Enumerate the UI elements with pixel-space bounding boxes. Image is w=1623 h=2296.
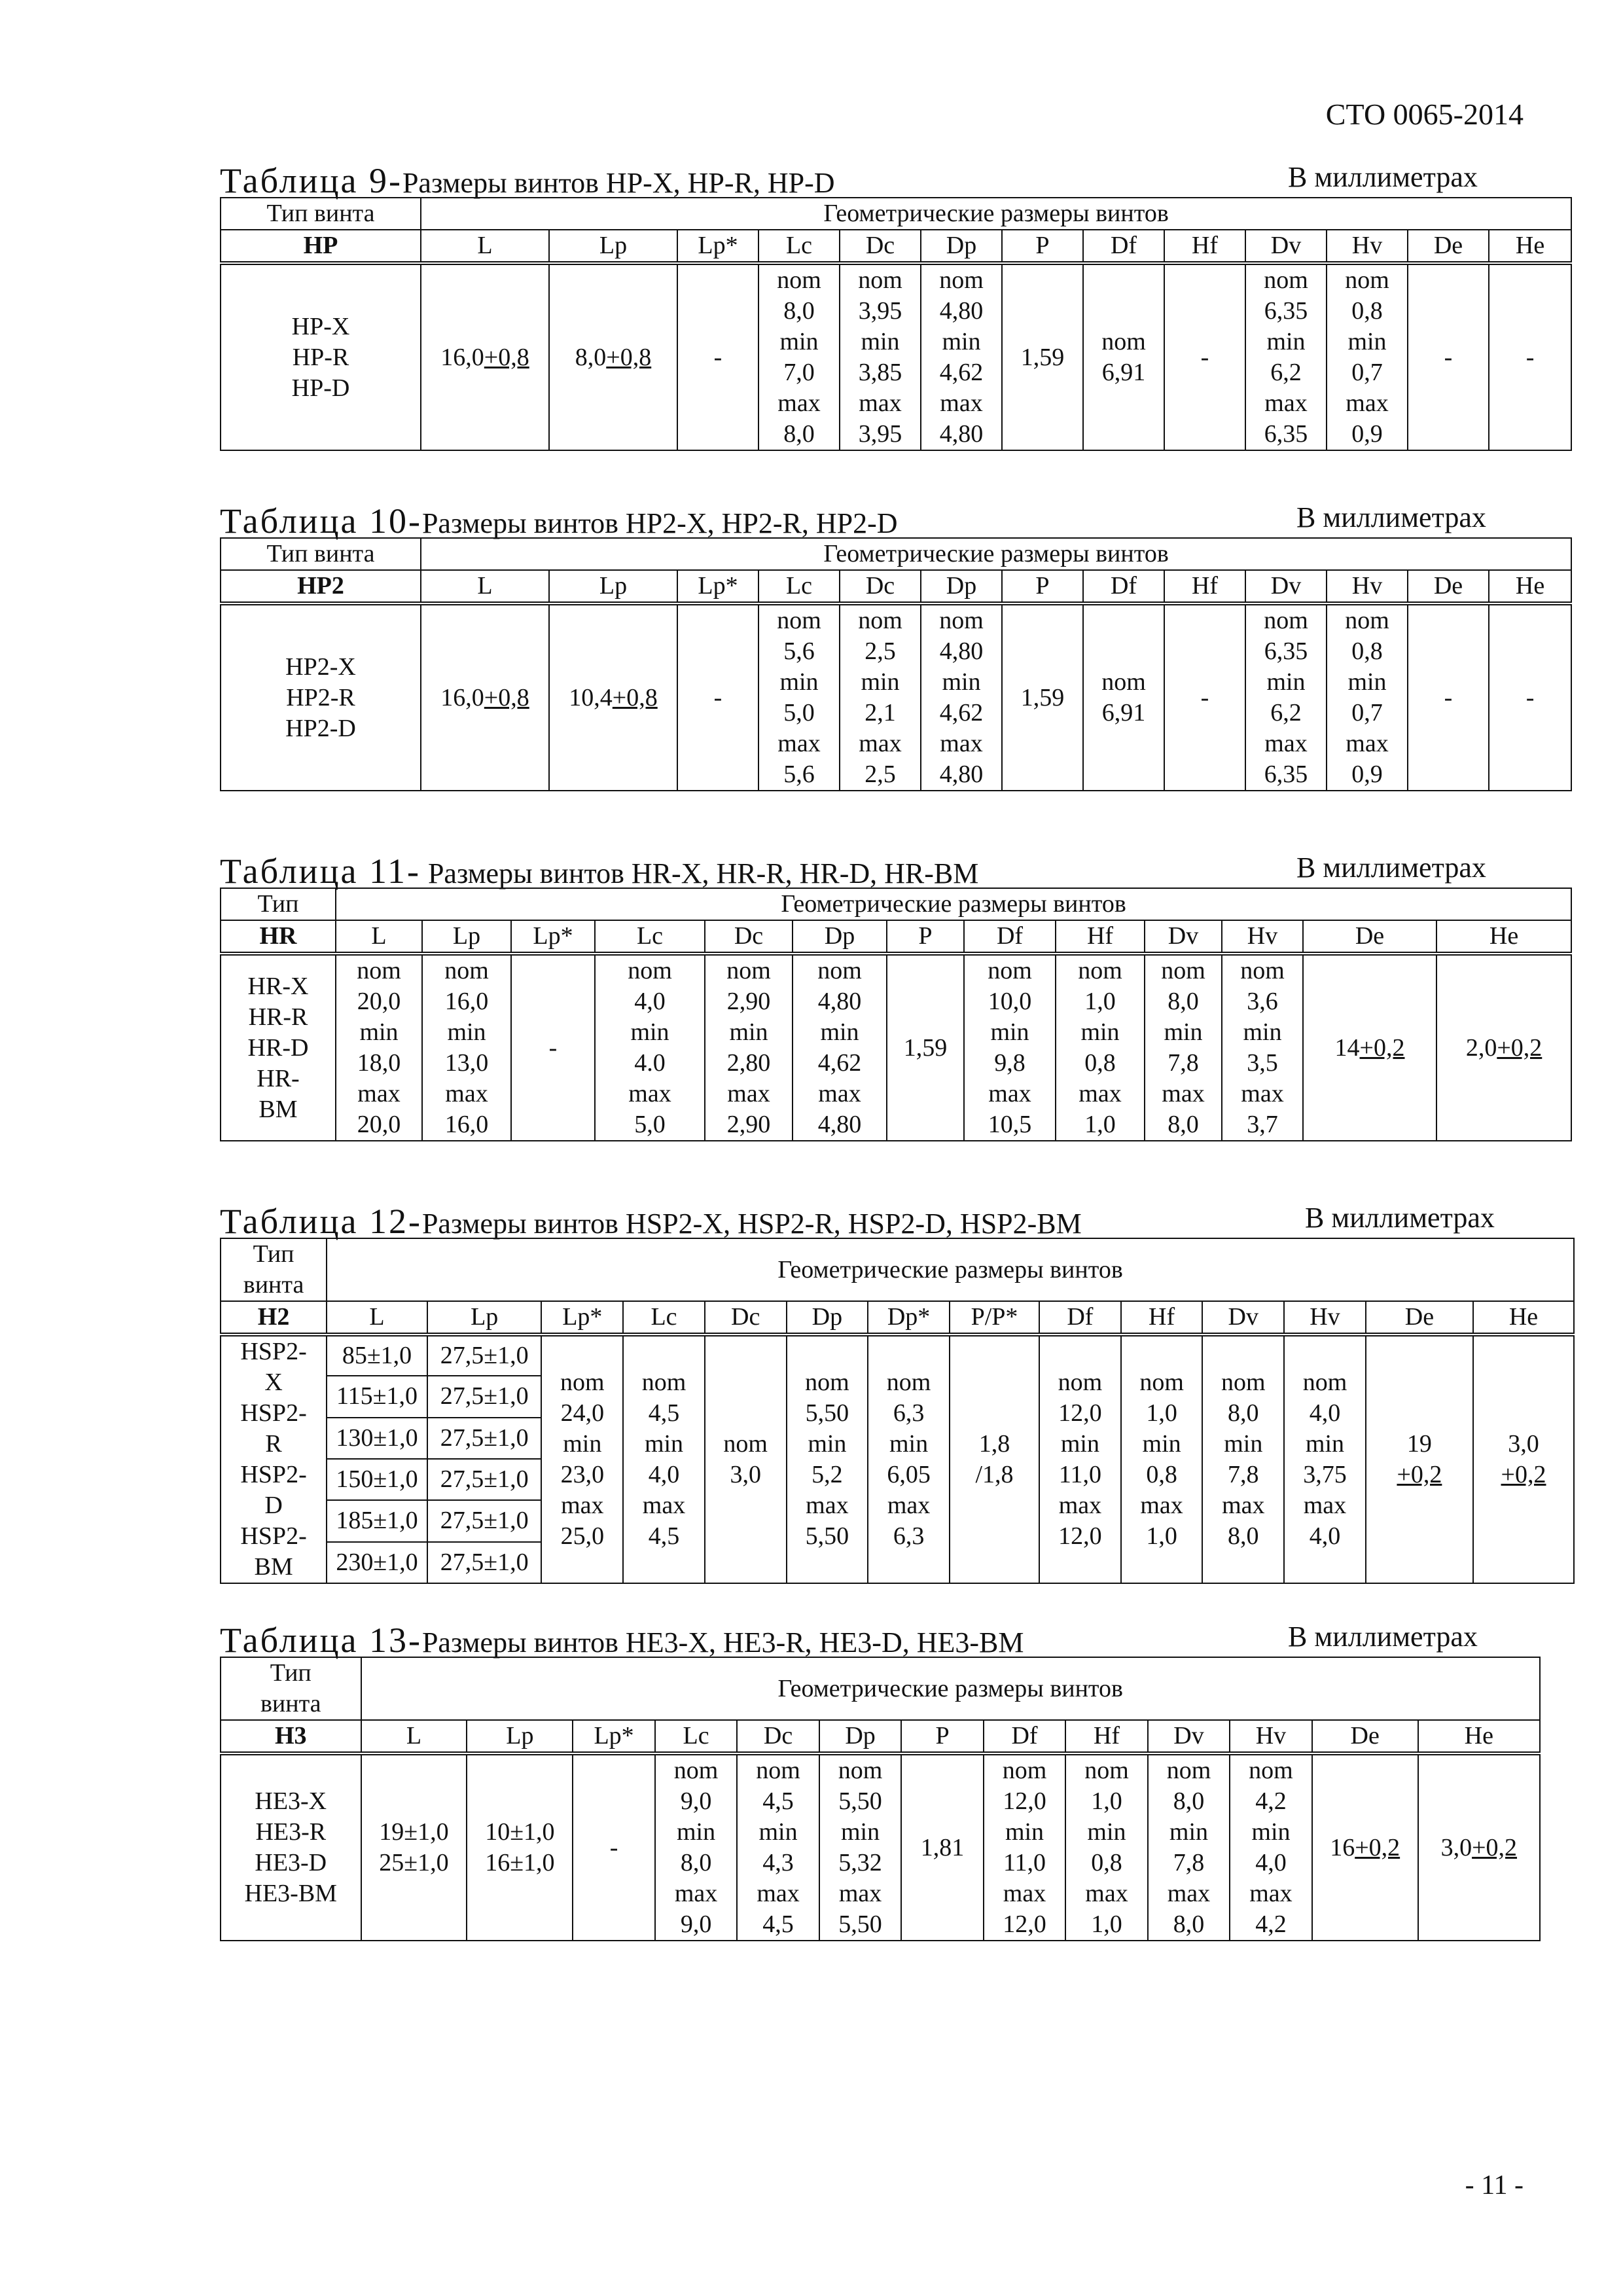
Lc-cell: nom 5,6 min 5,0 max 5,6 (758, 603, 840, 791)
col-He: He (1489, 570, 1571, 603)
table-11 (220, 888, 1572, 1141)
col-Lp: Lp (549, 570, 677, 603)
col-Hf: Hf (1121, 1301, 1203, 1335)
Hf-cell: - (1164, 263, 1245, 450)
De-cell: 16+0,2 (1312, 1753, 1418, 1941)
col-Dp-star: Dp* (868, 1301, 950, 1335)
col-Lp-star: Lp* (677, 570, 758, 603)
table-label: Таблица 9- (220, 161, 402, 200)
Df-cell: nom 6,91 (1083, 603, 1164, 791)
table-row (221, 954, 1571, 1141)
P-cell: 1,81 (901, 1753, 983, 1941)
table-10-section (220, 501, 1572, 791)
L-cell: 185±1,0 (327, 1500, 427, 1541)
He-cell: 2,0+0,2 (1436, 954, 1571, 1141)
De-cell: 19 +0,2 (1366, 1335, 1473, 1583)
Lp-cell: 27,5±1,0 (427, 1418, 542, 1459)
Dp-cell: nom 4,80 min 4,62 max 4,80 (921, 603, 1002, 791)
Df-cell: nom 6,91 (1083, 263, 1164, 450)
table-9-section (220, 160, 1572, 451)
Dc-cell: nom 2,90 min 2,80 max 2,90 (705, 954, 793, 1141)
type-cell: HP2-X HP2-R HP2-D (221, 603, 421, 791)
col-Dc: Dc (840, 230, 921, 263)
col-P: P (901, 1720, 983, 1753)
table-row (221, 603, 1571, 791)
Dv-cell: nom 8,0 min 7,8 max 8,0 (1148, 1753, 1230, 1941)
col-Df: Df (964, 920, 1056, 954)
col-Lc: Lc (595, 920, 705, 954)
geometry-header: Геометрические размеры винтов (327, 1238, 1574, 1301)
col-Hf: Hf (1164, 230, 1245, 263)
table-10-caption (220, 501, 1572, 541)
P-P-star-cell: 1,8 /1,8 (950, 1335, 1039, 1583)
Dc-cell: nom 3,0 (705, 1335, 787, 1583)
table-9 (220, 197, 1572, 451)
Hv-cell: nom 4,2 min 4,0 max 4,2 (1230, 1753, 1311, 1941)
series-label: H3 (221, 1720, 361, 1753)
col-Dv: Dv (1245, 230, 1327, 263)
Lc-cell: nom 4,0 min 4.0 max 5,0 (595, 954, 705, 1141)
table-13-caption (220, 1620, 1541, 1660)
table-title: Размеры винтов HR-X, HR-R, HR-D, HR-BM (420, 857, 979, 889)
col-He: He (1418, 1720, 1540, 1753)
Lp-cell: 27,5±1,0 (427, 1376, 542, 1417)
Lc-cell: nom 8,0 min 7,0 max 8,0 (758, 263, 840, 450)
Lp-cell: 10±1,0 16±1,0 (467, 1753, 573, 1941)
units-note: В миллиметрах (1296, 501, 1486, 533)
table-row (221, 1335, 1574, 1376)
table-label: Таблица 13- (220, 1621, 422, 1660)
table-title: Размеры винтов HSP2-X, HSP2-R, HSP2-D, HSP2-BM (421, 1208, 1082, 1240)
units-note: В миллиметрах (1288, 161, 1478, 193)
col-He: He (1436, 920, 1571, 954)
col-Dp: Dp (793, 920, 887, 954)
type-header: Тип винта (221, 198, 421, 230)
L-cell: 85±1,0 (327, 1335, 427, 1376)
page-number: - 11 - (1465, 2170, 1524, 2200)
col-De: De (1312, 1720, 1418, 1753)
P-cell: 1,59 (1002, 263, 1083, 450)
L-cell: nom 20,0 min 18,0 max 20,0 (336, 954, 422, 1141)
col-Lp-star: Lp* (511, 920, 595, 954)
De-cell: - (1408, 263, 1489, 450)
P-cell: 1,59 (1002, 603, 1083, 791)
col-Df: Df (984, 1720, 1065, 1753)
col-Dp: Dp (819, 1720, 901, 1753)
col-L: L (327, 1301, 427, 1335)
col-L: L (421, 570, 549, 603)
He-cell: - (1489, 263, 1571, 450)
table-12 (220, 1238, 1575, 1584)
table-12-caption (220, 1201, 1575, 1241)
series-label: HP2 (221, 570, 421, 603)
Hf-cell: - (1164, 603, 1245, 791)
Lp-star-cell: - (677, 603, 758, 791)
Dv-cell: nom 8,0 min 7,8 max 8,0 (1145, 954, 1222, 1141)
Lp-star-cell: - (677, 263, 758, 450)
units-note: В миллиметрах (1288, 1621, 1478, 1653)
col-Dv: Dv (1148, 1720, 1230, 1753)
Lp-cell: nom 16,0 min 13,0 max 16,0 (422, 954, 511, 1141)
units-note: В миллиметрах (1296, 852, 1486, 884)
col-P-P-star: P/P* (950, 1301, 1039, 1335)
Lp-star-cell: - (511, 954, 595, 1141)
Lp-star-cell: - (573, 1753, 654, 1941)
table-label: Таблица 11- (220, 852, 421, 891)
col-He: He (1473, 1301, 1574, 1335)
col-P: P (1002, 230, 1083, 263)
document-code: СТО 0065-2014 (1325, 98, 1524, 131)
Lp-cell: 27,5±1,0 (427, 1459, 542, 1500)
series-label: HP (221, 230, 421, 263)
Lc-cell: nom 4,5 min 4,0 max 4,5 (623, 1335, 705, 1583)
geometry-header: Геометрические размеры винтов (336, 888, 1571, 920)
col-Lc: Lc (623, 1301, 705, 1335)
col-Hv: Hv (1327, 570, 1408, 603)
table-12-section (220, 1201, 1575, 1584)
type-header: Тип винта (221, 1657, 361, 1720)
Dp-star-cell: nom 6,3 min 6,05 max 6,3 (868, 1335, 950, 1583)
col-Dp: Dp (921, 230, 1002, 263)
table-title: Размеры винтов HP-X, HP-R, HP-D (402, 167, 835, 199)
col-Df: Df (1083, 570, 1164, 603)
col-Lp: Lp (549, 230, 677, 263)
col-Dp: Dp (921, 570, 1002, 603)
L-cell: 230±1,0 (327, 1542, 427, 1583)
col-Lc: Lc (758, 230, 840, 263)
Hf-cell: nom 1,0 min 0,8 max 1,0 (1121, 1335, 1203, 1583)
col-Dc: Dc (737, 1720, 819, 1753)
table-9-caption (220, 160, 1572, 200)
type-cell: HP-X HP-R HP-D (221, 263, 421, 450)
units-note: В миллиметрах (1305, 1202, 1495, 1234)
col-He: He (1489, 230, 1571, 263)
col-Lc: Lc (758, 570, 840, 603)
Dc-cell: nom 2,5 min 2,1 max 2,5 (840, 603, 921, 791)
type-cell: HSP2- X HSP2- R HSP2- D HSP2- BM (221, 1335, 327, 1583)
type-header: Тип (221, 888, 336, 920)
He-cell: - (1489, 603, 1571, 791)
L-cell: 16,0+0,8 (421, 603, 549, 791)
col-De: De (1366, 1301, 1473, 1335)
col-Dv: Dv (1202, 1301, 1284, 1335)
col-Hf: Hf (1065, 1720, 1147, 1753)
geometry-header: Геометрические размеры винтов (361, 1657, 1540, 1720)
Hv-cell: nom 3,6 min 3,5 max 3,7 (1222, 954, 1303, 1141)
Dc-cell: nom 4,5 min 4,3 max 4,5 (737, 1753, 819, 1941)
table-row (221, 263, 1571, 450)
col-P: P (1002, 570, 1083, 603)
Hv-cell: nom 0,8 min 0,7 max 0,9 (1327, 263, 1408, 450)
table-title: Размеры винтов HP2-X, HP2-R, HP2-D (421, 507, 898, 539)
Hf-cell: nom 1,0 min 0,8 max 1,0 (1056, 954, 1145, 1141)
col-Df: Df (1083, 230, 1164, 263)
col-L: L (336, 920, 422, 954)
col-Df: Df (1039, 1301, 1121, 1335)
col-Lp-star: Lp* (573, 1720, 654, 1753)
Df-cell: nom 12,0 min 11,0 max 12,0 (984, 1753, 1065, 1941)
Dp-cell: nom 4,80 min 4,62 max 4,80 (921, 263, 1002, 450)
col-Hf: Hf (1164, 570, 1245, 603)
geometry-header: Геометрические размеры винтов (421, 538, 1571, 570)
col-Hf: Hf (1056, 920, 1145, 954)
type-header: Тип винта (221, 538, 421, 570)
Dp-cell: nom 5,50 min 5,2 max 5,50 (787, 1335, 868, 1583)
Dv-cell: nom 6,35 min 6,2 max 6,35 (1245, 603, 1327, 791)
col-Lp-star: Lp* (677, 230, 758, 263)
col-Hv: Hv (1327, 230, 1408, 263)
col-Dc: Dc (840, 570, 921, 603)
Hf-cell: nom 1,0 min 0,8 max 1,0 (1065, 1753, 1147, 1941)
Dc-cell: nom 3,95 min 3,85 max 3,95 (840, 263, 921, 450)
Lp-cell: 27,5±1,0 (427, 1542, 542, 1583)
Hv-cell: nom 4,0 min 3,75 max 4,0 (1284, 1335, 1366, 1583)
col-L: L (421, 230, 549, 263)
Dv-cell: nom 6,35 min 6,2 max 6,35 (1245, 263, 1327, 450)
type-header: Тип винта (221, 1238, 327, 1301)
Lp-cell: 27,5±1,0 (427, 1335, 542, 1376)
Dp-cell: nom 5,50 min 5,32 max 5,50 (819, 1753, 901, 1941)
table-label: Таблица 10- (220, 501, 422, 541)
table-10 (220, 537, 1572, 791)
col-De: De (1408, 230, 1489, 263)
L-cell: 150±1,0 (327, 1459, 427, 1500)
table-title: Размеры винтов HE3-X, HE3-R, HE3-D, HE3-BM (421, 1626, 1024, 1659)
col-De: De (1408, 570, 1489, 603)
Lp-star-cell: nom 24,0 min 23,0 max 25,0 (541, 1335, 623, 1583)
L-cell: 16,0+0,8 (421, 263, 549, 450)
Dv-cell: nom 8,0 min 7,8 max 8,0 (1202, 1335, 1284, 1583)
table-label: Таблица 12- (220, 1202, 422, 1241)
col-L: L (361, 1720, 467, 1753)
He-cell: 3,0+0,2 (1418, 1753, 1540, 1941)
geometry-header: Геометрические размеры винтов (421, 198, 1571, 230)
series-label: H2 (221, 1301, 327, 1335)
col-Dc: Dc (705, 1301, 787, 1335)
Dp-cell: nom 4,80 min 4,62 max 4,80 (793, 954, 887, 1141)
table-13 (220, 1657, 1541, 1941)
series-label: HR (221, 920, 336, 954)
col-Hv: Hv (1284, 1301, 1366, 1335)
col-Lp: Lp (467, 1720, 573, 1753)
Lc-cell: nom 9,0 min 8,0 max 9,0 (655, 1753, 737, 1941)
L-cell: 19±1,0 25±1,0 (361, 1753, 467, 1941)
col-De: De (1303, 920, 1436, 954)
table-row (221, 1753, 1540, 1941)
type-cell: HE3-X HE3-R HE3-D HE3-BM (221, 1753, 361, 1941)
col-Dv: Dv (1145, 920, 1222, 954)
col-P: P (887, 920, 964, 954)
type-cell: HR-X HR-R HR-D HR- BM (221, 954, 336, 1141)
L-cell: 130±1,0 (327, 1418, 427, 1459)
P-cell: 1,59 (887, 954, 964, 1141)
Lp-cell: 10,4+0,8 (549, 603, 677, 791)
col-Dv: Dv (1245, 570, 1327, 603)
table-13-section (220, 1620, 1541, 1941)
Hv-cell: nom 0,8 min 0,7 max 0,9 (1327, 603, 1408, 791)
table-11-caption (220, 851, 1572, 891)
De-cell: - (1408, 603, 1489, 791)
He-cell: 3,0 +0,2 (1473, 1335, 1574, 1583)
col-Lp: Lp (427, 1301, 542, 1335)
Lp-cell: 27,5±1,0 (427, 1500, 542, 1541)
table-11-section (220, 851, 1572, 1141)
Lp-cell: 8,0+0,8 (549, 263, 677, 450)
col-Lc: Lc (655, 1720, 737, 1753)
col-Dc: Dc (705, 920, 793, 954)
col-Hv: Hv (1222, 920, 1303, 954)
col-Hv: Hv (1230, 1720, 1311, 1753)
L-cell: 115±1,0 (327, 1376, 427, 1417)
col-Lp: Lp (422, 920, 511, 954)
col-Lp-star: Lp* (541, 1301, 623, 1335)
De-cell: 14+0,2 (1303, 954, 1436, 1141)
Df-cell: nom 12,0 min 11,0 max 12,0 (1039, 1335, 1121, 1583)
col-Dp: Dp (787, 1301, 868, 1335)
Df-cell: nom 10,0 min 9,8 max 10,5 (964, 954, 1056, 1141)
